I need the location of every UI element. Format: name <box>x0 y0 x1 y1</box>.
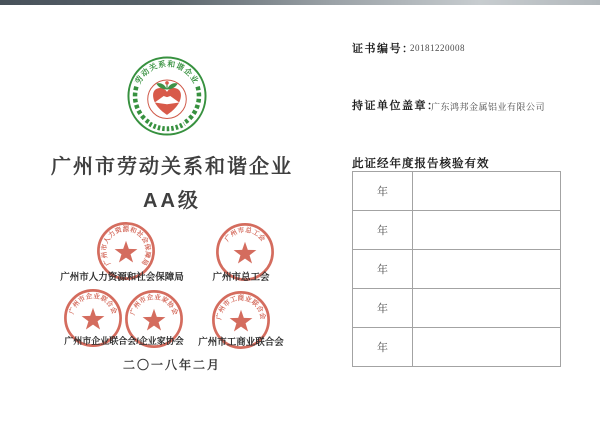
year-cell: 年 <box>353 211 413 250</box>
verification-blank-cell <box>413 211 561 250</box>
flower-bud-icon <box>165 81 169 85</box>
certificate-grade: AA级 <box>143 190 201 212</box>
year-cell: 年 <box>353 328 413 367</box>
verification-blank-cell <box>413 289 561 328</box>
table-row <box>353 172 561 211</box>
issuer-label-hr-bureau: 广州市人力资源和社会保障局 <box>60 272 184 283</box>
annual-verification-heading: 此证经年度报告核验有效 <box>352 158 490 170</box>
issuer-label-enterprise-federation: 广州市企业联合会/企业家协会 <box>64 336 184 346</box>
svg-text:广州市企业家协会: 广州市企业家协会 <box>129 293 179 317</box>
svg-text:广州市人力资源和社会保障局: 广州市人力资源和社会保障局 <box>100 226 152 267</box>
year-cell: 年 <box>353 289 413 328</box>
certificate-title: 广州市劳动关系和谐企业 <box>51 156 293 178</box>
annual-verification-table <box>352 171 561 367</box>
verification-blank-cell <box>413 250 561 289</box>
svg-text:广州市工商业联合会: 广州市工商业联合会 <box>215 295 267 321</box>
certificate-number-value: 20181220008 <box>410 43 465 53</box>
table-row <box>353 250 561 289</box>
table-row <box>353 211 561 250</box>
verification-blank-cell <box>413 328 561 367</box>
issue-date: 二〇一八年二月 <box>122 358 221 372</box>
emblem-arc-text: 劳动关系和谐企业 <box>133 59 201 86</box>
table-row <box>353 328 561 367</box>
harmonious-enterprise-emblem-icon <box>126 55 208 137</box>
svg-text:广州市总工会: 广州市总工会 <box>223 226 267 244</box>
svg-text:广州市企业联合会: 广州市企业联合会 <box>68 292 118 316</box>
year-cell: 年 <box>353 172 413 211</box>
holder-seal-label: 持证单位盖章： <box>352 100 440 112</box>
table-row <box>353 289 561 328</box>
issuer-label-industry-commerce: 广州市工商业联合会 <box>198 337 284 348</box>
holder-company-name: 广东鸿邦金属铝业有限公司 <box>431 102 546 112</box>
verification-blank-cell <box>413 172 561 211</box>
year-cell: 年 <box>353 250 413 289</box>
scan-edge-strip <box>0 0 600 5</box>
certificate-number-label: 证书编号： <box>352 43 415 55</box>
issuer-label-trade-union: 广州市总工会 <box>212 272 270 283</box>
